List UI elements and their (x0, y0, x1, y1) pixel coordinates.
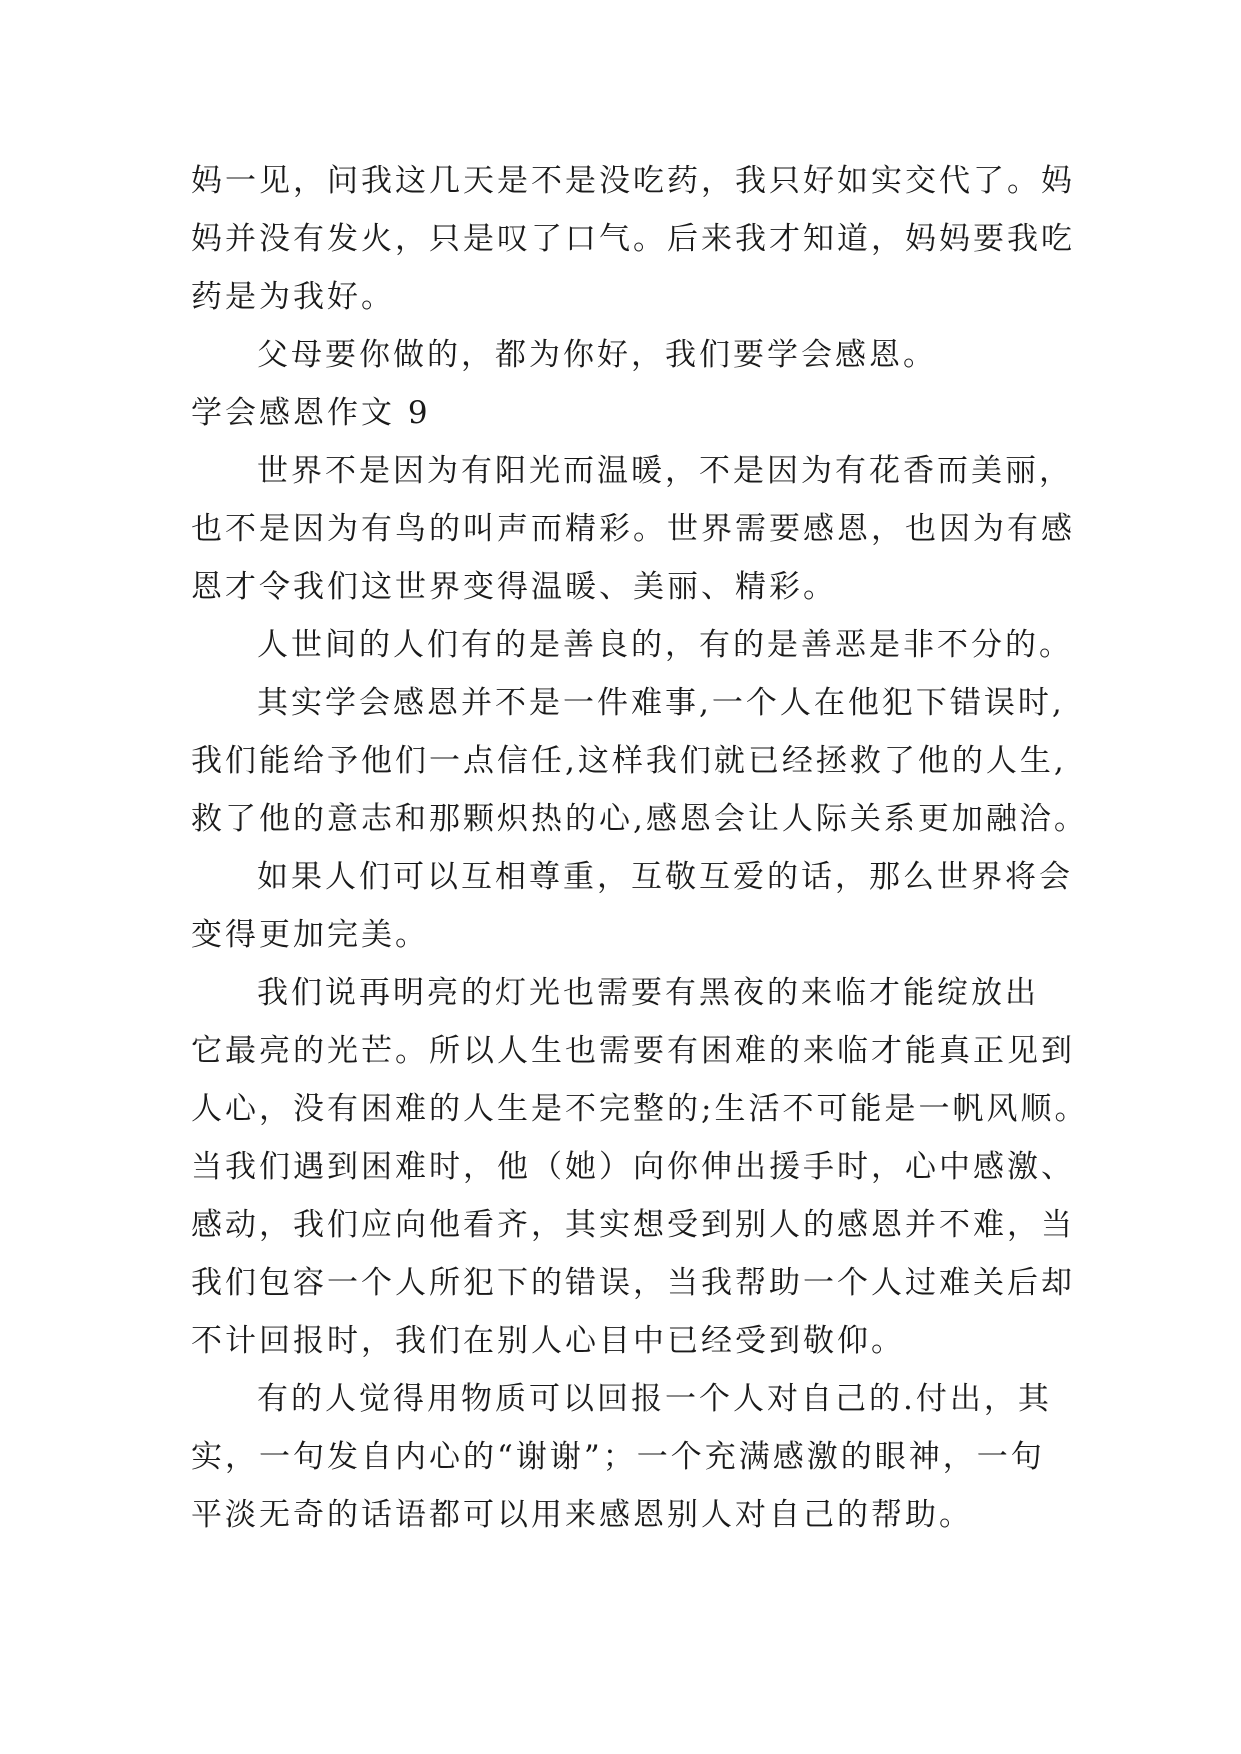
text-line: 不计回报时，我们在别人心目中已经受到敬仰。 (191, 1323, 905, 1359)
text-line: 也不是因为有鸟的叫声而精彩。世界需要感恩，也因为有感 (191, 511, 1075, 547)
text-line: 我们能给予他们一点信任,这样我们就已经拯救了他的人生, (191, 743, 1067, 779)
paragraph-line: 如果人们可以互相尊重，互敬互爱的话，那么世界将会 (257, 859, 1073, 895)
paragraph-line: 我们说再明亮的灯光也需要有黑夜的来临才能绽放出 (257, 975, 1039, 1011)
text-line: 人心，没有困难的人生是不完整的;生活不可能是一帆风顺。 (191, 1091, 1089, 1127)
paragraph-line: 父母要你做的，都为你好，我们要学会感恩。 (257, 337, 937, 373)
paragraph-line: 其实学会感恩并不是一件难事,一个人在他犯下错误时, (257, 685, 1065, 721)
paragraph-line: 有的人觉得用物质可以回报一个人对自己的.付出，其 (257, 1381, 1052, 1417)
text-line: 它最亮的光芒。所以人生也需要有困难的来临才能真正见到 (191, 1033, 1075, 1069)
text-line: 妈一见，问我这几天是不是没吃药，我只好如实交代了。妈 (191, 163, 1075, 199)
text-line: 感动，我们应向他看齐，其实想受到别人的感恩并不难，当 (191, 1207, 1075, 1243)
text-line: 我们包容一个人所犯下的错误，当我帮助一个人过难关后却 (191, 1265, 1075, 1301)
paragraph-line: 人世间的人们有的是善良的，有的是善恶是非不分的。 (257, 627, 1073, 663)
text-line: 实，一句发自内心的“谢谢”；一个充满感激的眼神，一句 (191, 1439, 1045, 1475)
text-line: 变得更加完美。 (191, 917, 429, 953)
text-line: 平淡无奇的话语都可以用来感恩别人对自己的帮助。 (191, 1497, 973, 1533)
text-line: 救了他的意志和那颗炽热的心,感恩会让人际关系更加融洽。 (191, 801, 1088, 837)
text-line: 恩才令我们这世界变得温暖、美丽、精彩。 (191, 569, 837, 605)
text-line: 药是为我好。 (191, 279, 395, 315)
document-body (191, 152, 1089, 1544)
section-heading: 学会感恩作文 9 (191, 395, 431, 431)
text-line: 当我们遇到困难时，他（她）向你伸出援手时，心中感激、 (191, 1149, 1075, 1185)
text-line: 妈并没有发火，只是叹了口气。后来我才知道，妈妈要我吃 (191, 221, 1075, 257)
paragraph-line: 世界不是因为有阳光而温暖，不是因为有花香而美丽， (257, 453, 1073, 489)
